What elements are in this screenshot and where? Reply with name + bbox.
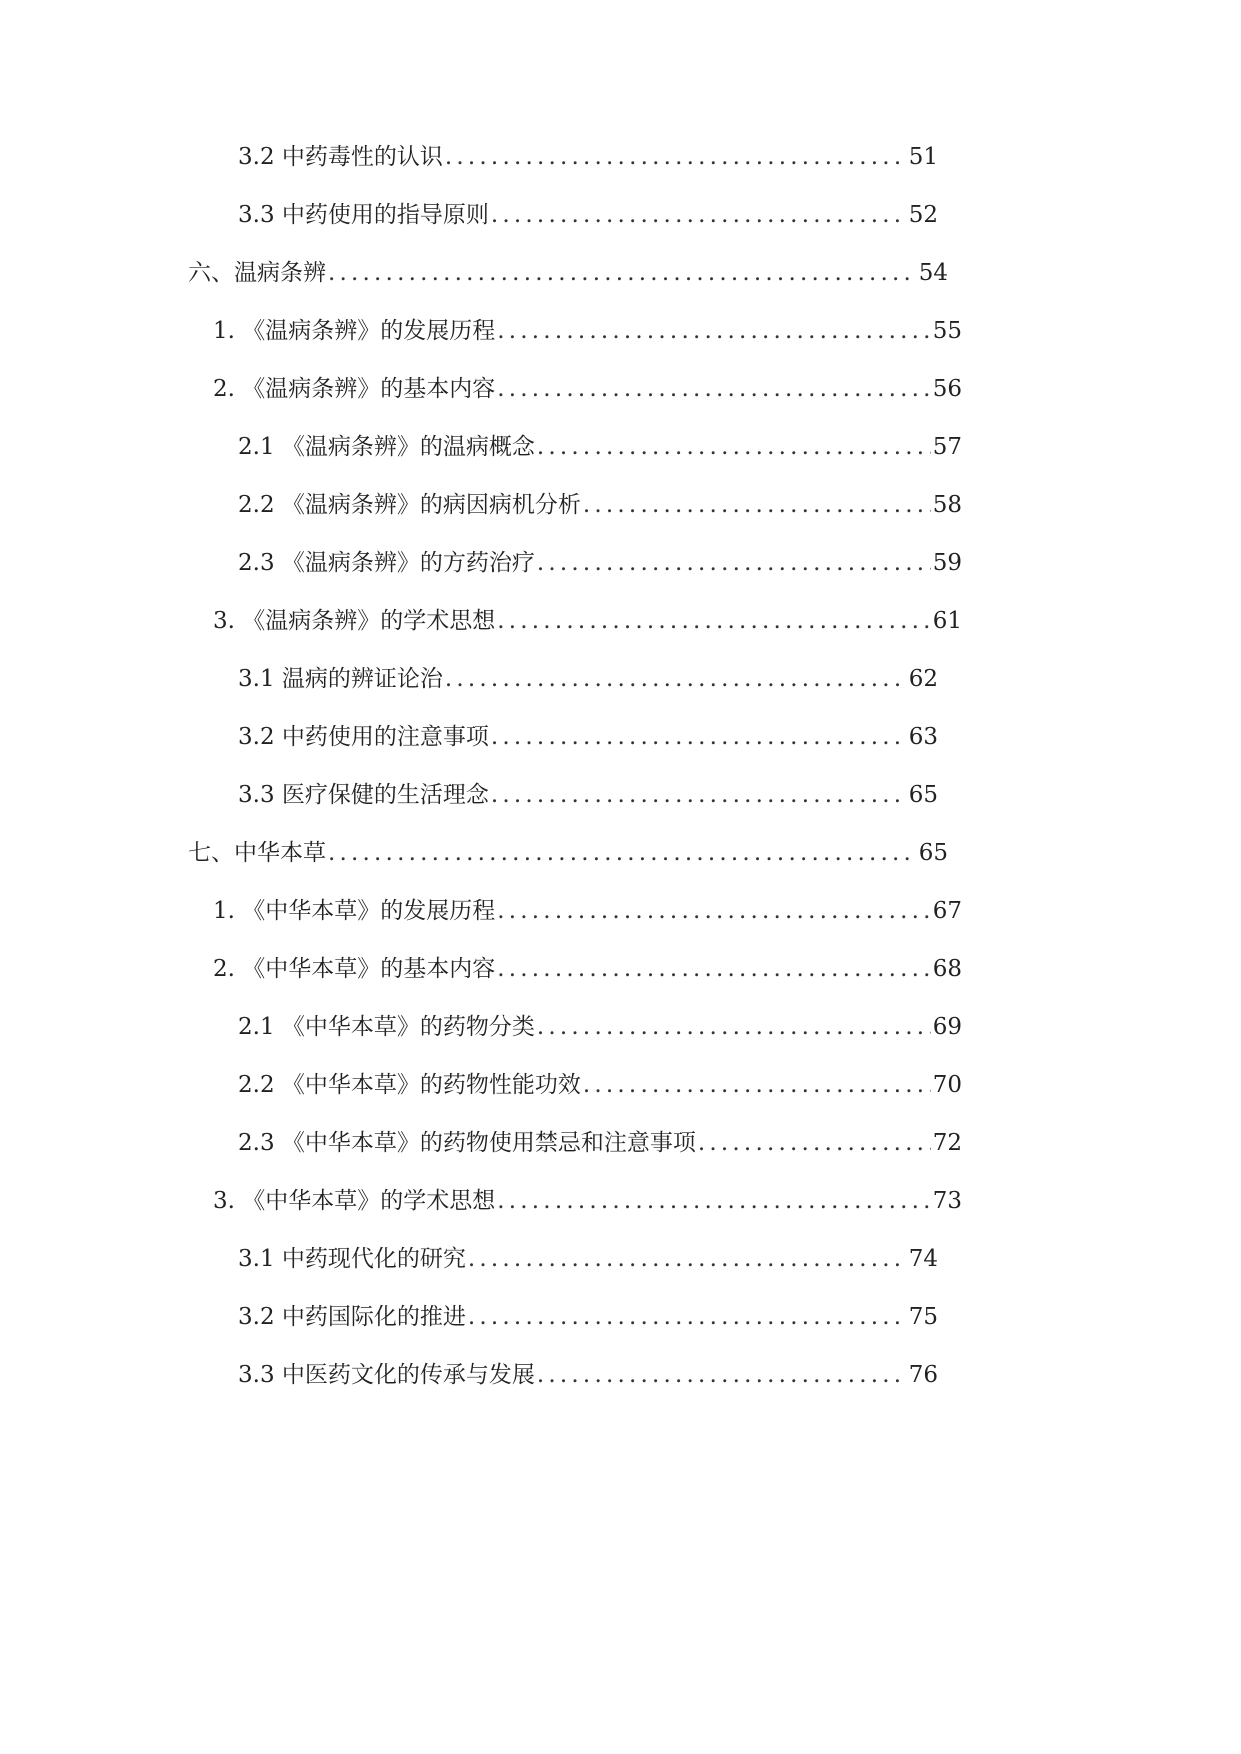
toc-entry-title: 3.3 中药使用的指导原则 xyxy=(238,202,489,228)
toc-entry-page-number: 73 xyxy=(932,1188,962,1214)
toc-entry[interactable] xyxy=(213,944,962,984)
toc-dot-leader xyxy=(495,896,930,926)
toc-entry[interactable] xyxy=(213,1176,962,1216)
toc-dot-leader xyxy=(443,664,907,694)
toc-entry-page-number: 74 xyxy=(908,1246,938,1272)
toc-dot-leader xyxy=(326,258,917,288)
toc-entry-title: 2.3 《温病条辨》的方药治疗 xyxy=(238,550,535,576)
toc-entry-page-number: 57 xyxy=(932,434,962,460)
toc-entry[interactable] xyxy=(188,828,948,868)
toc-dot-leader xyxy=(581,490,931,520)
toc-dot-leader xyxy=(535,548,931,578)
toc-dot-leader xyxy=(495,1186,930,1216)
toc-entry[interactable] xyxy=(213,306,962,346)
toc-entry-title: 2.2 《温病条辨》的病因病机分析 xyxy=(238,492,581,518)
toc-entry-page-number: 76 xyxy=(908,1362,938,1388)
toc-dot-leader xyxy=(495,316,930,346)
toc-entry-title: 2.3 《中华本草》的药物使用禁忌和注意事项 xyxy=(238,1130,696,1156)
toc-entry-title: 2.1 《温病条辨》的温病概念 xyxy=(238,434,535,460)
toc-entry[interactable] xyxy=(188,248,948,288)
toc-dot-leader xyxy=(489,722,907,752)
toc-entry[interactable] xyxy=(238,1060,962,1100)
toc-entry-title: 六、温病条辨 xyxy=(188,260,326,286)
toc-entry[interactable] xyxy=(238,538,962,578)
toc-entry-title: 3.1 中药现代化的研究 xyxy=(238,1246,466,1272)
toc-dot-leader xyxy=(495,954,930,984)
toc-entry-page-number: 54 xyxy=(918,260,948,286)
toc-entry[interactable] xyxy=(238,1002,962,1042)
toc-entry-page-number: 63 xyxy=(908,724,938,750)
toc-entry-title: 3.3 中医药文化的传承与发展 xyxy=(238,1362,535,1388)
toc-entry-page-number: 62 xyxy=(908,666,938,692)
toc-entry-title: 2.2 《中华本草》的药物性能功效 xyxy=(238,1072,581,1098)
toc-entry[interactable] xyxy=(238,480,962,520)
toc-entry-title: 2. 《中华本草》的基本内容 xyxy=(213,956,496,982)
toc-entry[interactable] xyxy=(238,654,938,694)
toc-dot-leader xyxy=(466,1302,907,1332)
toc-entry-page-number: 65 xyxy=(908,782,938,808)
toc-dot-leader xyxy=(495,374,930,404)
toc-entry-title: 3.2 中药毒性的认识 xyxy=(238,144,443,170)
toc-dot-leader xyxy=(443,142,907,172)
toc-entry-title: 1. 《温病条辨》的发展历程 xyxy=(213,318,496,344)
toc-entry-title: 1. 《中华本草》的发展历程 xyxy=(213,898,496,924)
toc-entry-page-number: 55 xyxy=(932,318,962,344)
toc-dot-leader xyxy=(466,1244,907,1274)
toc-entry-page-number: 69 xyxy=(932,1014,962,1040)
toc-dot-leader xyxy=(535,1360,907,1390)
toc-entry-page-number: 75 xyxy=(908,1304,938,1330)
toc-entry-page-number: 59 xyxy=(932,550,962,576)
toc-dot-leader xyxy=(535,432,931,462)
toc-entry-page-number: 52 xyxy=(908,202,938,228)
toc-dot-leader xyxy=(326,838,917,868)
toc-entry[interactable] xyxy=(238,1350,938,1390)
toc-entry-page-number: 56 xyxy=(932,376,962,402)
toc-entry-title: 七、中华本草 xyxy=(188,840,326,866)
toc-dot-leader xyxy=(696,1128,931,1158)
toc-entry[interactable] xyxy=(238,132,938,172)
toc-entry-page-number: 70 xyxy=(932,1072,962,1098)
toc-entry[interactable] xyxy=(238,1292,938,1332)
toc-dot-leader xyxy=(581,1070,931,1100)
toc-entry-title: 3.1 温病的辨证论治 xyxy=(238,666,443,692)
toc-entry-title: 2.1 《中华本草》的药物分类 xyxy=(238,1014,535,1040)
toc-entry-page-number: 72 xyxy=(932,1130,962,1156)
toc-entry[interactable] xyxy=(238,1118,962,1158)
toc-dot-leader xyxy=(535,1012,931,1042)
toc-entry-title: 3.3 医疗保健的生活理念 xyxy=(238,782,489,808)
toc-entry[interactable] xyxy=(213,364,962,404)
toc-dot-leader xyxy=(489,200,907,230)
toc-entry-page-number: 58 xyxy=(932,492,962,518)
toc-dot-leader xyxy=(489,780,907,810)
toc-entry-page-number: 68 xyxy=(932,956,962,982)
toc-entry[interactable] xyxy=(238,712,938,752)
toc-entry-title: 3.2 中药使用的注意事项 xyxy=(238,724,489,750)
toc-entry-page-number: 65 xyxy=(918,840,948,866)
toc-entry-page-number: 51 xyxy=(908,144,938,170)
toc-entry-page-number: 67 xyxy=(932,898,962,924)
toc-entry[interactable] xyxy=(238,1234,938,1274)
toc-entry[interactable] xyxy=(238,770,938,810)
toc-entry-title: 3.2 中药国际化的推进 xyxy=(238,1304,466,1330)
toc-entry[interactable] xyxy=(213,886,962,926)
toc-entry-page-number: 61 xyxy=(932,608,962,634)
toc-entry[interactable] xyxy=(238,190,938,230)
toc-entry-title: 2. 《温病条辨》的基本内容 xyxy=(213,376,496,402)
toc-dot-leader xyxy=(495,606,930,636)
toc-entry-title: 3. 《温病条辨》的学术思想 xyxy=(213,608,496,634)
toc-entry[interactable] xyxy=(213,596,962,636)
toc-entry-title: 3. 《中华本草》的学术思想 xyxy=(213,1188,496,1214)
toc-entry[interactable] xyxy=(238,422,962,462)
